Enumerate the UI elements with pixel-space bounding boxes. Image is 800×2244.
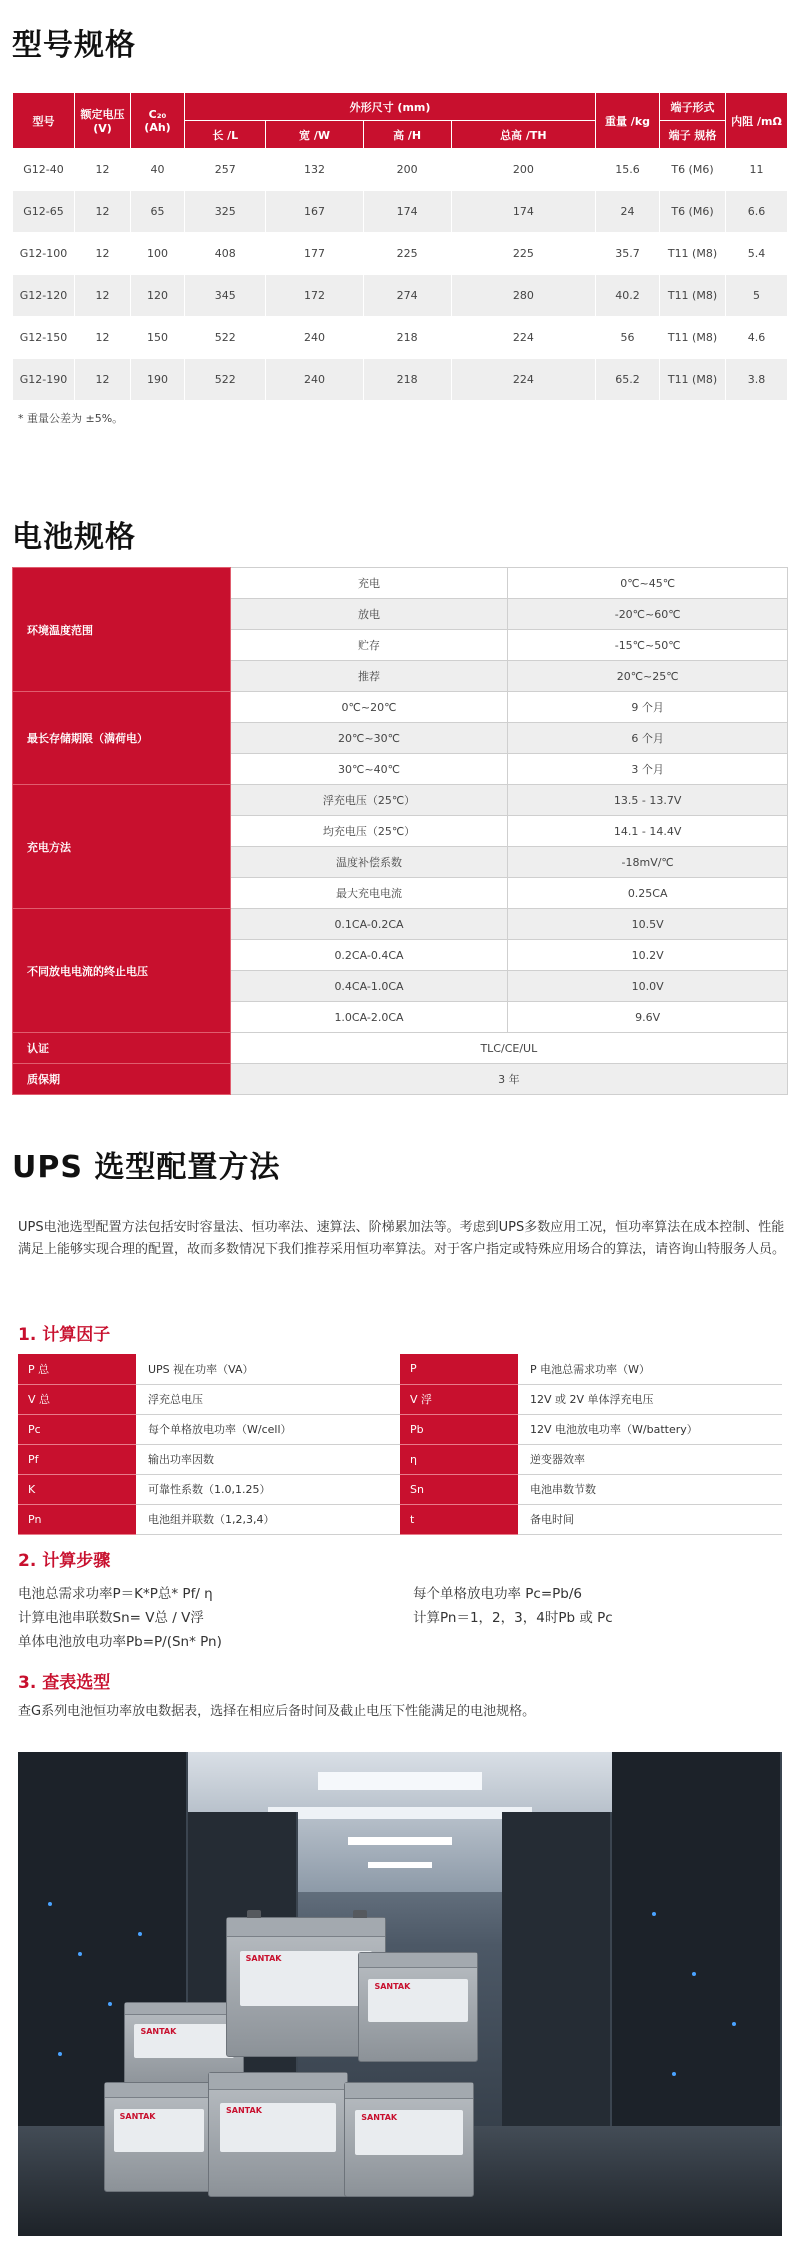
- battery-label: [240, 1951, 373, 2006]
- cell: 408: [185, 233, 266, 275]
- cell: 224: [451, 317, 595, 359]
- cell: 200: [451, 149, 595, 191]
- table-row: [13, 275, 788, 317]
- header-capacity: C₂₀ (Ah): [131, 93, 185, 149]
- cell: -20℃~60℃: [508, 599, 788, 630]
- cell: 5.4: [726, 233, 788, 275]
- category-cutoff-voltage: 不同放电电流的终止电压: [13, 909, 231, 1033]
- category-warranty: 质保期: [13, 1064, 231, 1095]
- factor-desc: 可靠性系数（1.0,1.25）: [136, 1474, 400, 1504]
- header-length: 长 /L: [185, 121, 266, 149]
- ups-intro-paragraph: UPS电池选型配置方法包括安时容量法、恒功率法、速算法、阶梯累加法等。考虑到UPS多数应用工况，恒功率算法在成本控制、性能满足上能够实现合理的配置，故而多数情况下我们推荐采用恒功率算法。对于客户指定或特殊应用场合的算法，请咨询山特服务人员。: [18, 1220, 786, 1257]
- table-row: [18, 1444, 782, 1474]
- cell: 177: [266, 233, 363, 275]
- header-model: 型号: [13, 93, 75, 149]
- brand-logo: SANTAK: [245, 1954, 282, 1964]
- battery-product: [358, 1952, 478, 2062]
- rack-led: [48, 1902, 52, 1906]
- light-panel: [368, 1862, 432, 1868]
- header-total-height: 总高 /TH: [451, 121, 595, 149]
- table-row: [13, 233, 788, 275]
- table-row: [13, 191, 788, 233]
- factor-symbol: Sn: [400, 1474, 518, 1504]
- cell: TLC/CE/UL: [230, 1033, 787, 1064]
- factor-symbol: Pf: [18, 1444, 136, 1474]
- battery-label: [355, 2110, 463, 2155]
- section-title-model-spec: 型号规格: [12, 28, 136, 63]
- table-row: [13, 359, 788, 401]
- cell: 9.6V: [508, 1002, 788, 1033]
- rack-led: [58, 2052, 62, 2056]
- step-line: 计算电池串联数Sn= V总 / V浮: [18, 1610, 204, 1626]
- rack-led: [692, 1972, 696, 1976]
- factor-symbol: P: [400, 1354, 518, 1384]
- factor-desc: 12V 电池放电功率（W/battery）: [518, 1414, 782, 1444]
- header-resistance: 内阻 /mΩ: [726, 93, 788, 149]
- cell: 0℃~20℃: [230, 692, 508, 723]
- cell: T11 (M8): [660, 233, 726, 275]
- battery-label: [114, 2109, 205, 2152]
- cell: -15℃~50℃: [508, 630, 788, 661]
- cell: 0.2CA-0.4CA: [230, 940, 508, 971]
- cell: 12: [75, 191, 131, 233]
- category-temperature-range: 环境温度范围: [13, 568, 231, 692]
- rack-led: [78, 1952, 82, 1956]
- cell: 15.6: [596, 149, 660, 191]
- cell: 10.5V: [508, 909, 788, 940]
- factor-desc: 备电时间: [518, 1504, 782, 1534]
- cell: 56: [596, 317, 660, 359]
- cell: G12-40: [13, 149, 75, 191]
- cell: 120: [131, 275, 185, 317]
- step-line: 电池总需求功率P＝K*P总* Pf/ η: [18, 1586, 213, 1602]
- cell: 12: [75, 233, 131, 275]
- factor-symbol: Pb: [400, 1414, 518, 1444]
- rack-led: [672, 2072, 676, 2076]
- table-row: [13, 568, 788, 599]
- table-row: [18, 1414, 782, 1444]
- factors-table: [18, 1354, 782, 1535]
- table-row: [13, 909, 788, 940]
- cell: G12-190: [13, 359, 75, 401]
- cell: 10.2V: [508, 940, 788, 971]
- cell: 190: [131, 359, 185, 401]
- cell: G12-65: [13, 191, 75, 233]
- header-height: 高 /H: [363, 121, 451, 149]
- cell: 12: [75, 317, 131, 359]
- cell: 3 年: [230, 1064, 787, 1095]
- datacenter-battery-photo: [18, 1752, 782, 2236]
- battery-lid: [209, 2073, 347, 2090]
- brand-logo: SANTAK: [119, 2111, 156, 2121]
- cell: 65: [131, 191, 185, 233]
- light-panel: [318, 1772, 482, 1790]
- factor-desc: 电池组并联数（1,2,3,4）: [136, 1504, 400, 1534]
- lookup-description: 查G系列电池恒功率放电数据表，选择在相应后备时间及截止电压下性能满足的电池规格。: [18, 1704, 536, 1719]
- factor-symbol: P 总: [18, 1354, 136, 1384]
- factor-symbol: K: [18, 1474, 136, 1504]
- factor-desc: 输出功率因数: [136, 1444, 400, 1474]
- cell: 167: [266, 191, 363, 233]
- cell: 132: [266, 149, 363, 191]
- cell: 274: [363, 275, 451, 317]
- header-width: 宽 /W: [266, 121, 363, 149]
- category-charging-method: 充电方法: [13, 785, 231, 909]
- battery-label: [134, 2024, 233, 2058]
- header-terminal: 端子形式: [660, 93, 726, 121]
- cell: 345: [185, 275, 266, 317]
- cell: 280: [451, 275, 595, 317]
- battery-label: [368, 1979, 467, 2022]
- cell: -18mV/℃: [508, 847, 788, 878]
- cell: 174: [363, 191, 451, 233]
- battery-product: [104, 2082, 214, 2192]
- cell: 浮充电压（25℃）: [230, 785, 508, 816]
- cell: 225: [451, 233, 595, 275]
- cell: 40.2: [596, 275, 660, 317]
- table-row: [13, 1033, 788, 1064]
- cell: 4.6: [726, 317, 788, 359]
- cell: G12-120: [13, 275, 75, 317]
- cell: 12: [75, 359, 131, 401]
- cell: 11: [726, 149, 788, 191]
- rack-led: [108, 2002, 112, 2006]
- battery-product: [344, 2082, 474, 2197]
- cell: 9 个月: [508, 692, 788, 723]
- step-line: 计算Pn＝1，2，3，4时Pb 或 Pc: [413, 1610, 613, 1626]
- section-title-battery-spec: 电池规格: [12, 520, 136, 555]
- step-line: 每个单格放电功率 Pc=Pb/6: [413, 1586, 583, 1602]
- cell: 20℃~25℃: [508, 661, 788, 692]
- cell: 0.1CA-0.2CA: [230, 909, 508, 940]
- cell: 3 个月: [508, 754, 788, 785]
- cell: 12: [75, 149, 131, 191]
- cell: G12-100: [13, 233, 75, 275]
- model-spec-table: [12, 92, 788, 401]
- factor-desc: P 电池总需求功率（W）: [518, 1354, 782, 1384]
- brand-logo: SANTAK: [140, 2026, 177, 2036]
- brand-logo: SANTAK: [226, 2105, 262, 2115]
- cell: 218: [363, 359, 451, 401]
- cell: 522: [185, 317, 266, 359]
- cell: 6 个月: [508, 723, 788, 754]
- table-row: [13, 149, 788, 191]
- table-row: [18, 1354, 782, 1384]
- cell: 522: [185, 359, 266, 401]
- cell: 1.0CA-2.0CA: [230, 1002, 508, 1033]
- rack-led: [138, 1932, 142, 1936]
- cell: T6 (M6): [660, 149, 726, 191]
- cell: 172: [266, 275, 363, 317]
- cell: 325: [185, 191, 266, 233]
- cell: 40: [131, 149, 185, 191]
- cell: 225: [363, 233, 451, 275]
- header-weight: 重量 /kg: [596, 93, 660, 149]
- cell: 20℃~30℃: [230, 723, 508, 754]
- table-row: [13, 1064, 788, 1095]
- category-certification: 认证: [13, 1033, 231, 1064]
- cell: 10.0V: [508, 971, 788, 1002]
- table-row: [13, 317, 788, 359]
- rack-led: [652, 1912, 656, 1916]
- header-dimensions: 外形尺寸 (mm): [185, 93, 596, 121]
- factor-desc: UPS 视在功率（VA）: [136, 1354, 400, 1384]
- table-row: [13, 785, 788, 816]
- factor-symbol: t: [400, 1504, 518, 1534]
- cell: 35.7: [596, 233, 660, 275]
- cell: 5: [726, 275, 788, 317]
- cell: 24: [596, 191, 660, 233]
- table-row: [18, 1474, 782, 1504]
- factor-symbol: Pn: [18, 1504, 136, 1534]
- battery-lid: [105, 2083, 213, 2098]
- factor-desc: 浮充总电压: [136, 1384, 400, 1414]
- cell: 240: [266, 359, 363, 401]
- cell: 均充电压（25℃）: [230, 816, 508, 847]
- cell: 最大充电电流: [230, 878, 508, 909]
- cell: 贮存: [230, 630, 508, 661]
- cell: T11 (M8): [660, 359, 726, 401]
- cell: 0℃~45℃: [508, 568, 788, 599]
- cell: 推荐: [230, 661, 508, 692]
- table-row: [18, 1384, 782, 1414]
- cell: 150: [131, 317, 185, 359]
- light-panel: [268, 1807, 532, 1819]
- cell: 6.6: [726, 191, 788, 233]
- cell: 12: [75, 275, 131, 317]
- factor-desc: 电池串数节数: [518, 1474, 782, 1504]
- cell: 65.2: [596, 359, 660, 401]
- cell: 充电: [230, 568, 508, 599]
- battery-spec-table: [12, 567, 788, 1095]
- cell: 13.5 - 13.7V: [508, 785, 788, 816]
- cell: 224: [451, 359, 595, 401]
- cell: 100: [131, 233, 185, 275]
- cell: 200: [363, 149, 451, 191]
- light-panel: [348, 1837, 452, 1845]
- cell: 30℃~40℃: [230, 754, 508, 785]
- rack-led: [732, 2022, 736, 2026]
- battery-lid: [227, 1918, 385, 1937]
- header-terminal-spec: 端子 规格: [660, 121, 726, 149]
- factor-desc: 每个单格放电功率（W/cell）: [136, 1414, 400, 1444]
- cell: 14.1 - 14.4V: [508, 816, 788, 847]
- cell: 0.25CA: [508, 878, 788, 909]
- battery-lid: [359, 1953, 477, 1968]
- cell: 0.4CA-1.0CA: [230, 971, 508, 1002]
- lookup-title: 3. 查表选型: [18, 1673, 111, 1693]
- battery-lid: [345, 2083, 473, 2099]
- cell: 174: [451, 191, 595, 233]
- cell: 3.8: [726, 359, 788, 401]
- cell: T6 (M6): [660, 191, 726, 233]
- cell: T11 (M8): [660, 317, 726, 359]
- brand-logo: SANTAK: [361, 2113, 398, 2123]
- steps-title: 2. 计算步骤: [18, 1551, 111, 1571]
- cell: G12-150: [13, 317, 75, 359]
- factor-symbol: Pc: [18, 1414, 136, 1444]
- factor-symbol: η: [400, 1444, 518, 1474]
- header-voltage: 额定电压 (V): [75, 93, 131, 149]
- cell: 温度补偿系数: [230, 847, 508, 878]
- cell: 放电: [230, 599, 508, 630]
- factors-title: 1. 计算因子: [18, 1325, 111, 1345]
- factor-desc: 逆变器效率: [518, 1444, 782, 1474]
- factor-desc: 12V 或 2V 单体浮充电压: [518, 1384, 782, 1414]
- battery-label: [220, 2103, 336, 2152]
- cell: 240: [266, 317, 363, 359]
- weight-tolerance-note: * 重量公差为 ±5%。: [18, 412, 124, 425]
- step-line: 单体电池放电功率Pb=P/(Sn* Pn): [18, 1634, 222, 1650]
- brand-logo: SANTAK: [374, 1981, 411, 1991]
- battery-product: [208, 2072, 348, 2197]
- table-row: [13, 692, 788, 723]
- table-row: [18, 1504, 782, 1534]
- cell: 257: [185, 149, 266, 191]
- factor-symbol: V 总: [18, 1384, 136, 1414]
- cell: 218: [363, 317, 451, 359]
- cell: T11 (M8): [660, 275, 726, 317]
- factor-symbol: V 浮: [400, 1384, 518, 1414]
- category-max-storage: 最长存储期限（满荷电）: [13, 692, 231, 785]
- section-title-ups-method: UPS 选型配置方法: [12, 1150, 281, 1185]
